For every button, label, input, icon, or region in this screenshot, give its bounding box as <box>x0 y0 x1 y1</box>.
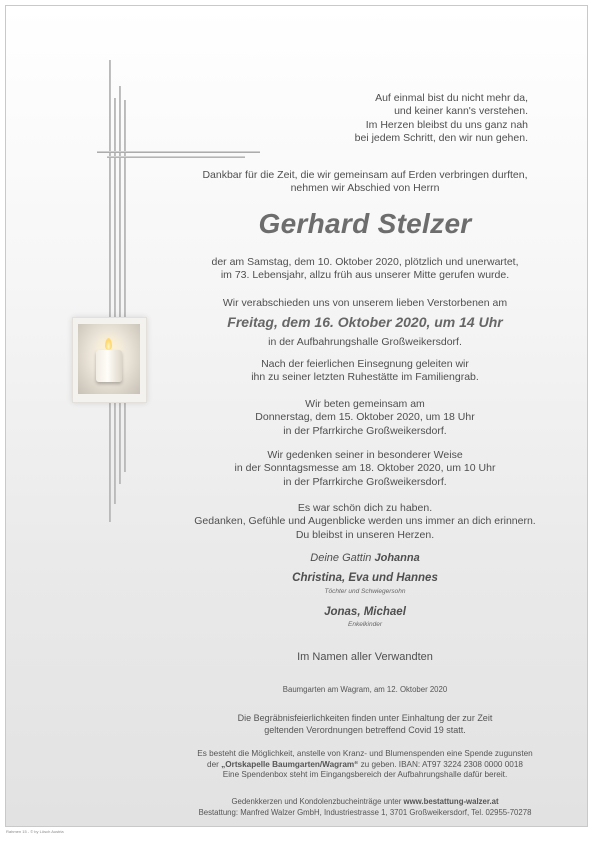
death-notice: der am Samstag, dem 10. Oktober 2020, plötzlich und unerwartet, im 73. Lebensjahr, allzu früh aus unserer Mitte gerufen wurde. <box>211 256 519 282</box>
children-note: Töchter und Schwiegersohn <box>324 588 406 595</box>
wife-line: Deine Gattin Johanna <box>310 552 420 564</box>
closing-text: Es war schön dich zu haben. Gedanken, Gefühle und Augenblicke werden uns immer an dich erinnern. Du bleibst in unseren Herzen. <box>194 502 536 541</box>
children-names: Christina, Eva und Hannes <box>292 572 438 584</box>
prayer-text: Wir beten gemeinsam am Donnerstag, dem 15. Oktober 2020, um 18 Uhr in der Pfarrkirche Großweikersdorf. <box>255 398 475 437</box>
flame-icon <box>105 338 112 350</box>
farewell-date: Freitag, dem 16. Oktober 2020, um 14 Uhr <box>227 314 503 330</box>
mass-text: Wir gedenken seiner in besonderer Weise in der Sonntagsmesse am 18. Oktober 2020, um 10 Uhr in der Pfarrkirche Großweikersdorf. <box>234 449 496 488</box>
grandchildren-note: Enkelkinder <box>348 621 382 628</box>
frame-credit: Rahmen 15 - © by Lösch Austria <box>6 829 64 834</box>
poem: Auf einmal bist du nicht mehr da, und keiner kann's verstehen. Im Herzen bleibst du uns ganz nah bei jedem Schritt, den wir nun gehen. <box>354 92 528 145</box>
relatives-line: Im Namen aller Verwandten <box>297 651 433 663</box>
donation-notice: Es besteht die Möglichkeit, anstelle von Kranz- und Blumenspenden eine Spende zugunsten der „Ortskapelle Baumgarten/Wagram“ zu geben. IBAN: AT97 3224 2308 0000 0018 Eine Spendenbox steht im Eingangsbereich der Aufbahrungshalle dafür bereit. <box>197 749 533 779</box>
covid-notice: Die Begräbnisfeierlichkeiten finden unter Einhaltung der zur Zeit geltenden Verordnungen betreffend Covid 19 statt. <box>237 713 493 735</box>
farewell-intro: Wir verabschieden uns von unserem lieben Verstorbenen am <box>222 297 508 309</box>
grandchildren-names: Jonas, Michael <box>324 606 406 618</box>
website-link[interactable]: www.bestattung-walzer.at <box>403 797 499 806</box>
deceased-name: Gerhard Stelzer <box>258 208 472 239</box>
place-date: Baumgarten am Wagram, am 12. Oktober 2020 <box>282 685 448 694</box>
contact-info: Gedenkkerzen und Kondolenzbucheinträge unter www.bestattung-walzer.at Bestattung: Manfred Walzer GmbH, Industriestrasse 1, 3701 Großweikersdorf, Tel. 02955-70278 <box>198 797 532 817</box>
candle-photo <box>72 317 147 403</box>
burial-text: Nach der feierlichen Einsegnung geleiten wir ihn zu seiner letzten Ruhestätte im Familiengrab. <box>251 358 479 384</box>
farewell-place: in der Aufbahrungshalle Großweikersdorf. <box>268 336 462 348</box>
intro-text: Dankbar für die Zeit, die wir gemeinsam auf Erden verbringen durften, nehmen wir Abschied von Herrn <box>202 169 528 195</box>
